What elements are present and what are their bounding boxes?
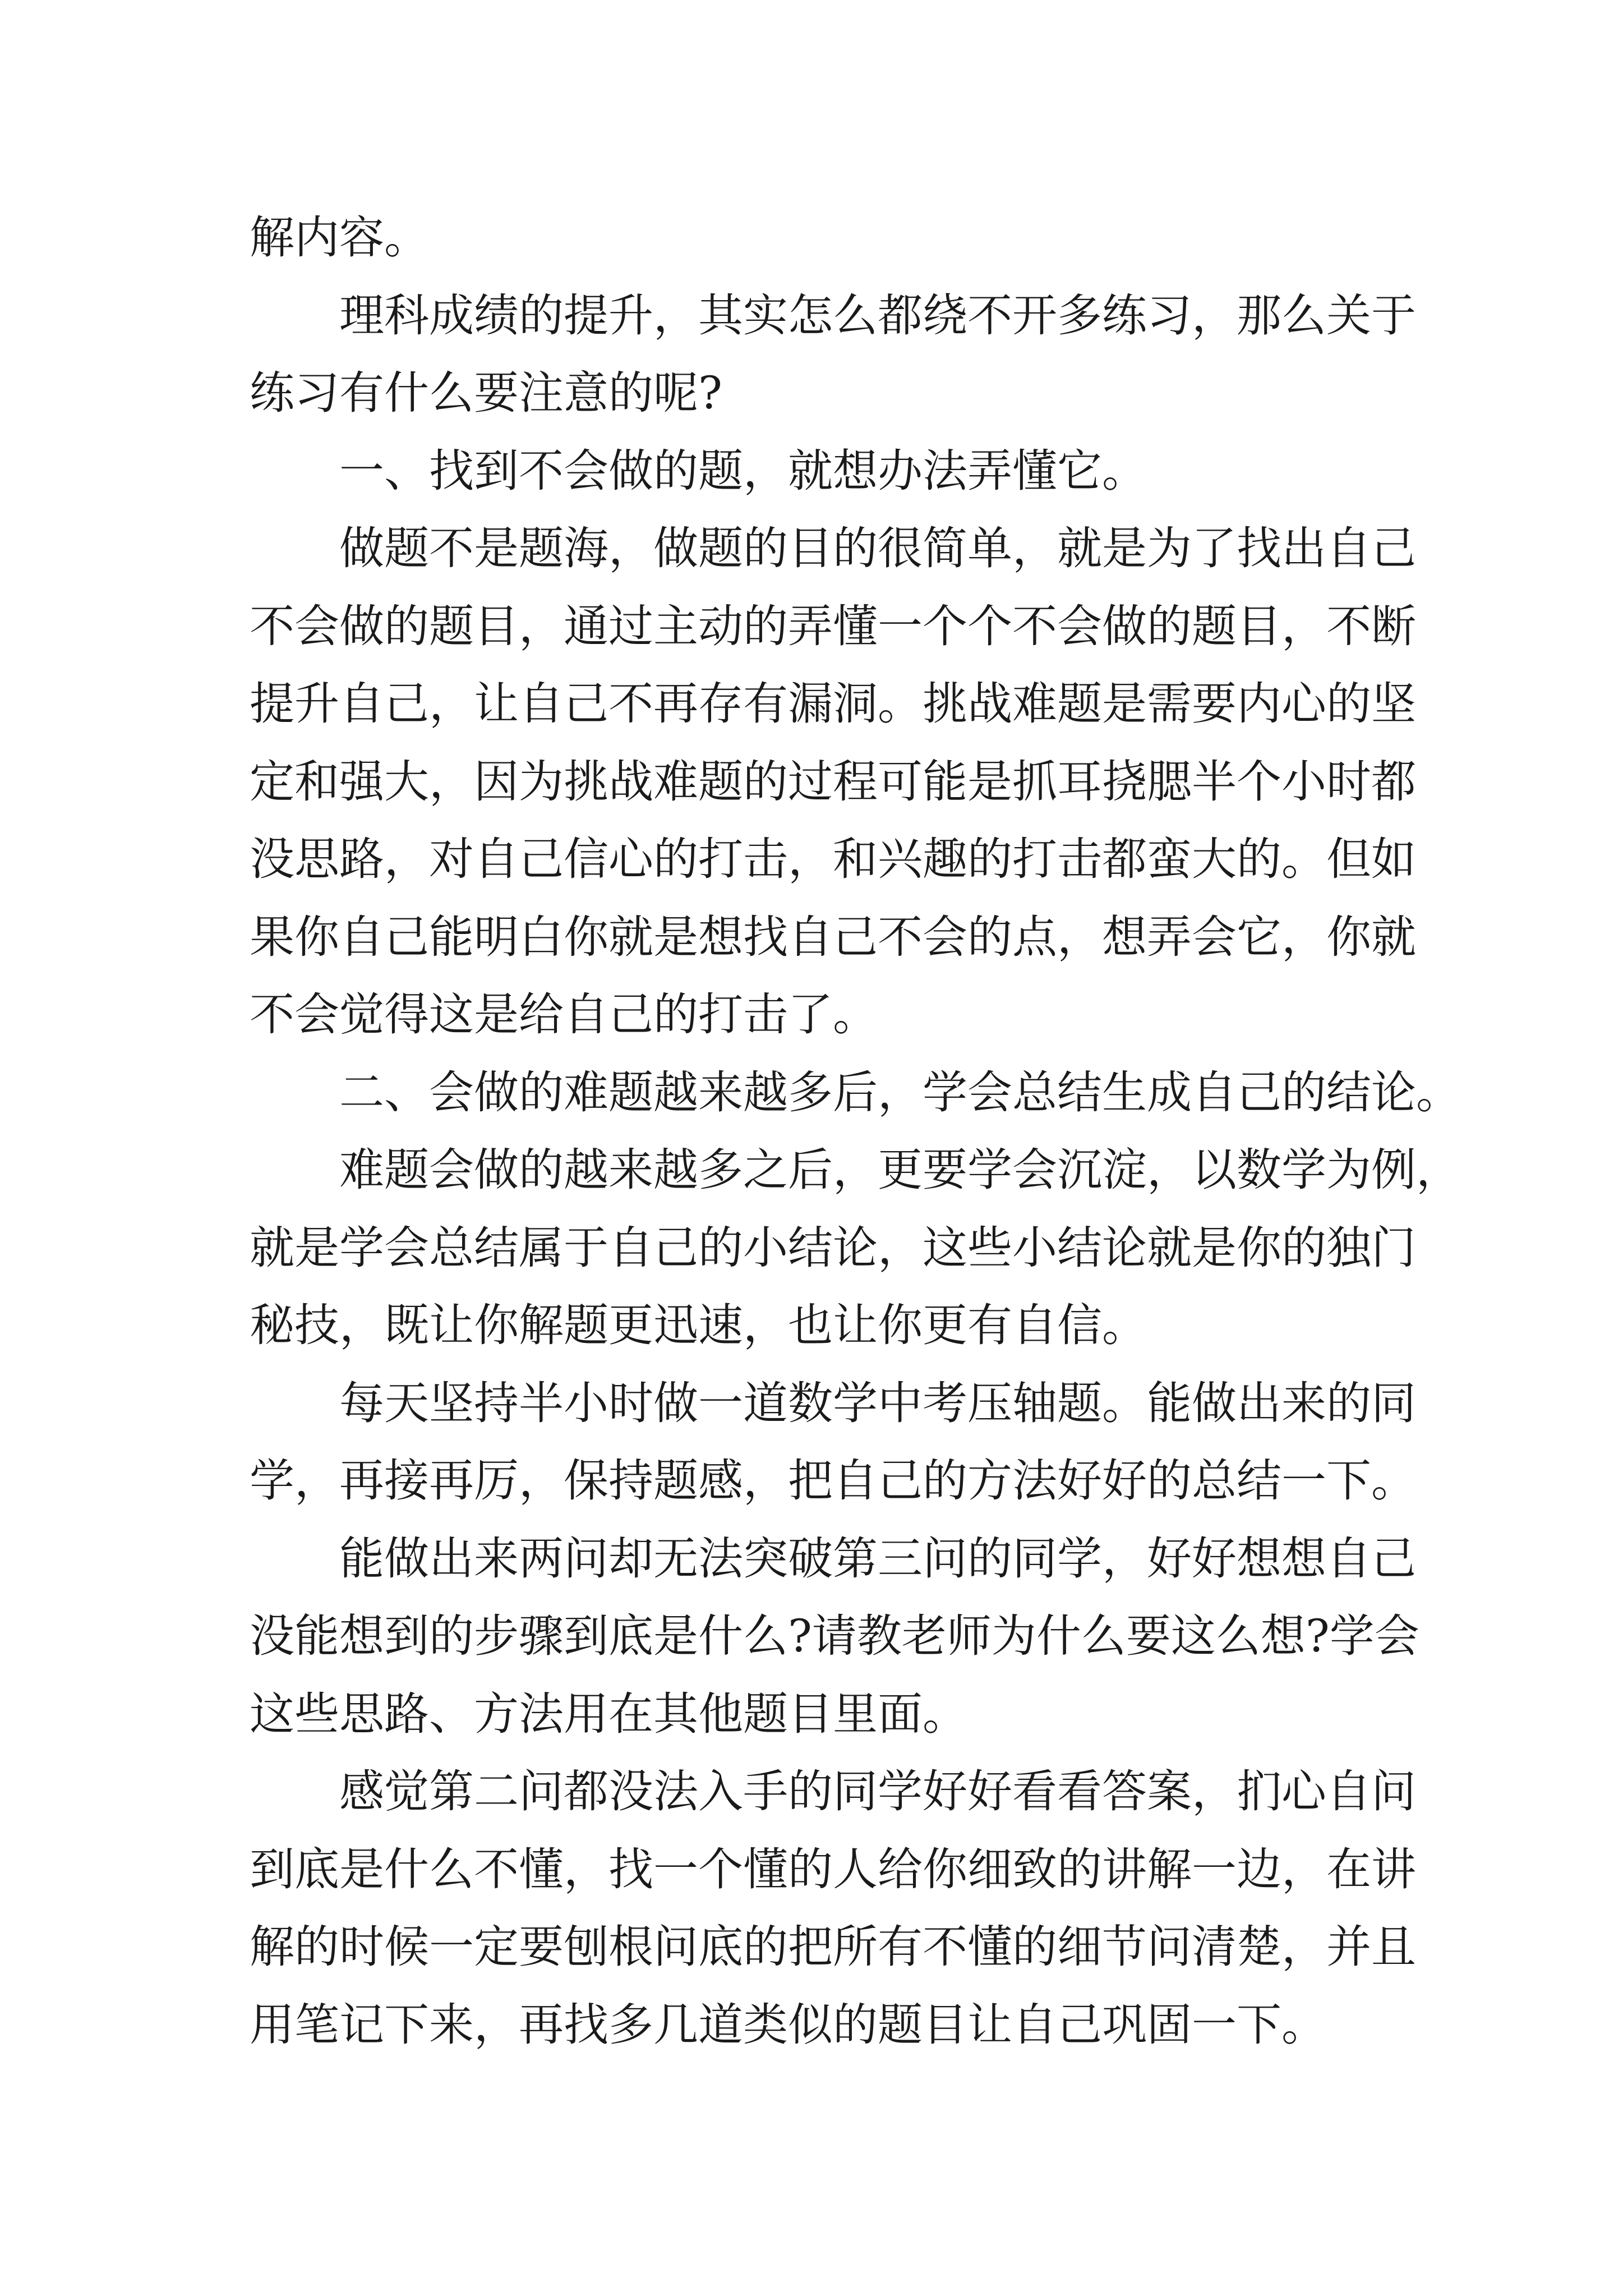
text-line: 就是学会总结属于自己的小结论，这些小结论就是你的独门: [250, 1221, 1416, 1274]
text-line: 没思路，对自己信心的打击，和兴趣的打击都蛮大的。但如: [250, 833, 1416, 885]
text-line: 这些思路、方法用在其他题目里面。: [250, 1687, 967, 1740]
text-line: 用笔记下来，再找多几道类似的题目让自己巩固一下。: [250, 1998, 1326, 2051]
text-line: 提升自己，让自己不再存有漏洞。挑战难题是需要内心的坚: [250, 678, 1416, 730]
section-heading: 二、会做的难题越来越多后，学会总结生成自己的结论。: [339, 1066, 1461, 1119]
text-line: 每天坚持半小时做一道数学中考压轴题。能做出来的同: [339, 1377, 1416, 1429]
text-line: 能做出来两问却无法突破第三问的同学，好好想想自己: [339, 1532, 1416, 1585]
text-line: 感觉第二问都没法入手的同学好好看看答案，扪心自问: [339, 1765, 1416, 1818]
text-line: 学，再接再厉，保持题感，把自己的方法好好的总结一下。: [250, 1455, 1416, 1507]
text-line: 到底是什么不懂，找一个懂的人给你细致的讲解一边，在讲: [250, 1843, 1416, 1895]
text-line: 练习有什么要注意的呢?: [250, 367, 722, 419]
text-line: 不会做的题目，通过主动的弄懂一个个不会做的题目，不断: [250, 600, 1416, 652]
text-line: 秘技，既让你解题更迅速，也让你更有自信。: [250, 1299, 1147, 1351]
text-line: 定和强大，因为挑战难题的过程可能是抓耳挠腮半个小时都: [250, 755, 1416, 808]
section-heading: 一、找到不会做的题，就想办法弄懂它。: [339, 444, 1147, 497]
text-line: 没能想到的步骤到底是什么?请教老师为什么要这么想?学会: [250, 1610, 1419, 1662]
text-line: 解内容。: [250, 211, 429, 264]
text-line: 不会觉得这是给自己的打击了。: [250, 988, 878, 1041]
text-line: 理科成绩的提升，其实怎么都绕不开多练习，那么关于: [339, 289, 1416, 342]
text-line: 果你自己能明白你就是想找自己不会的点，想弄会它，你就: [250, 910, 1416, 963]
text-line: 做题不是题海，做题的目的很简单，就是为了找出自己: [339, 522, 1416, 574]
document-body: [250, 199, 1461, 2064]
text-line: 难题会做的越来越多之后，更要学会沉淀，以数学为例，: [339, 1144, 1461, 1196]
text-line: 解的时候一定要刨根问底的把所有不懂的细节问清楚，并且: [250, 1921, 1416, 1973]
